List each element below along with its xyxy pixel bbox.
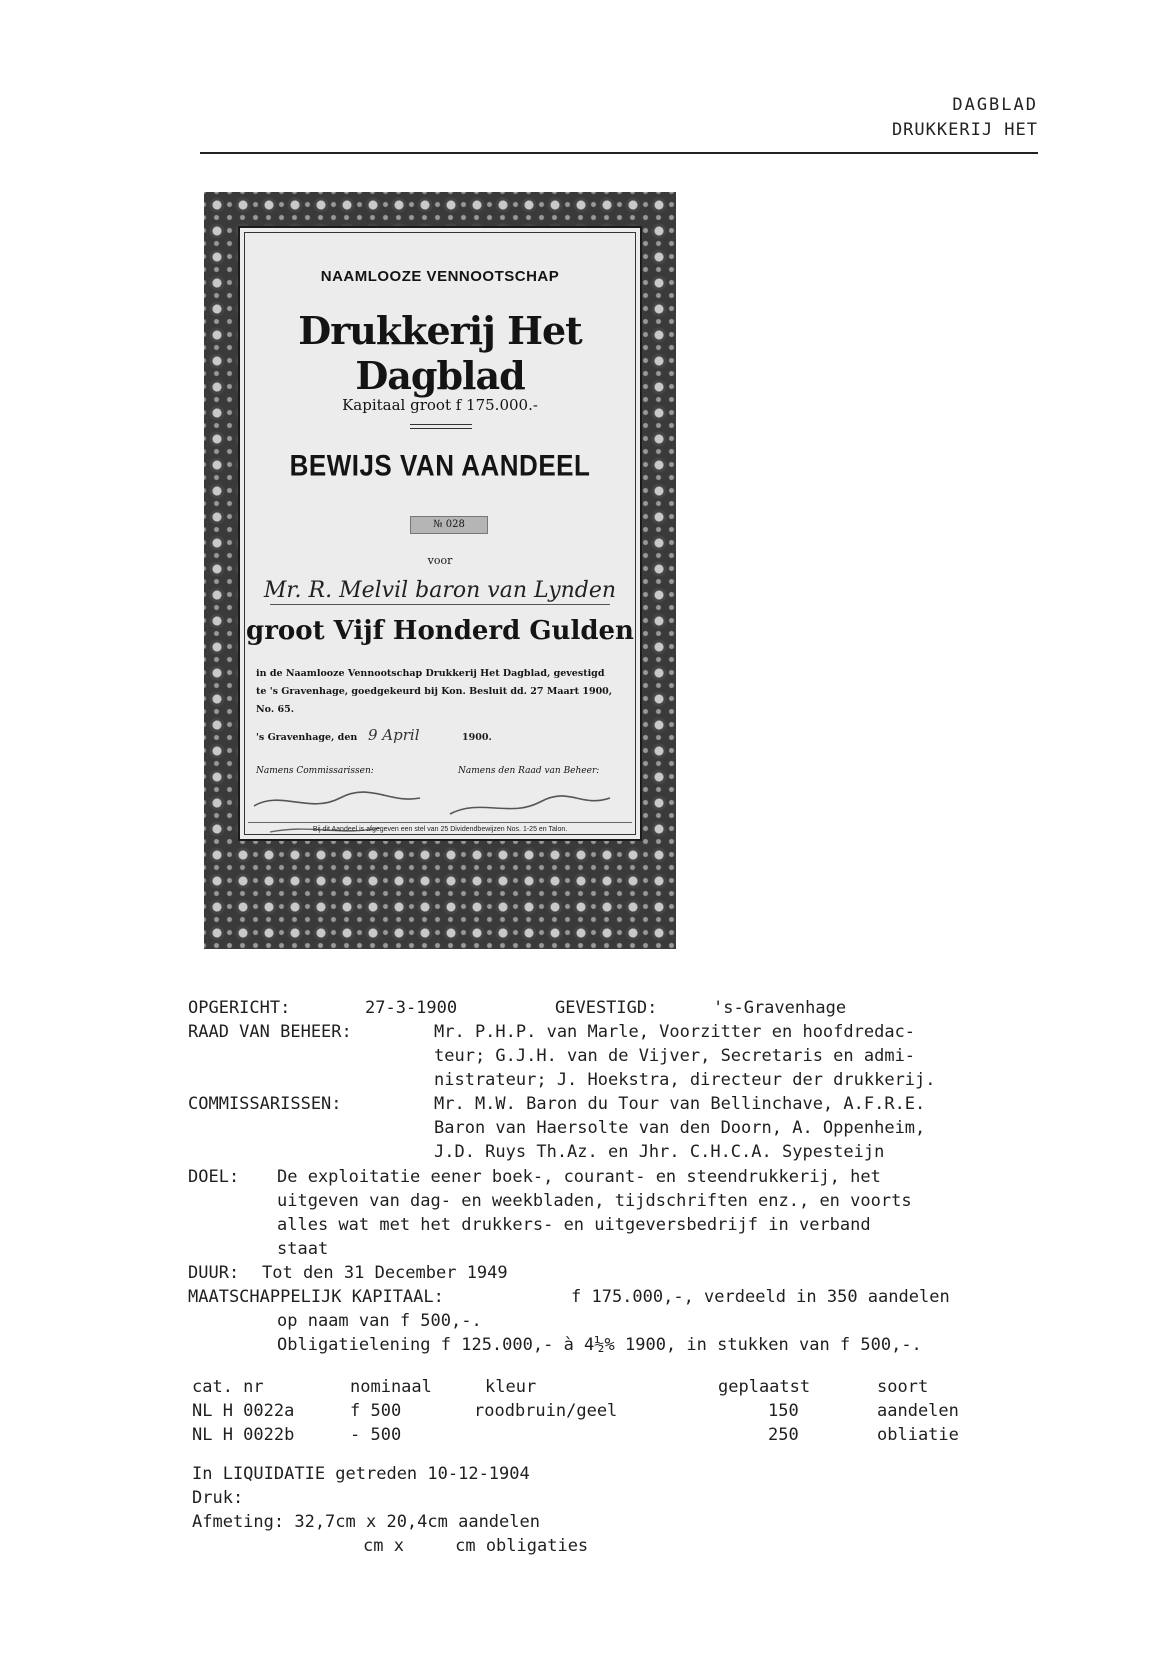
- afmeting-line-1: Afmeting: 32,7cm x 20,4cm aandelen: [192, 1512, 540, 1532]
- certificate-voor: voor: [427, 554, 453, 567]
- raad-line-1: Mr. P.H.P. van Marle, Voorzitter en hoofdredac-: [434, 1022, 916, 1042]
- table-row-2-soort: obliatie: [877, 1425, 959, 1445]
- table-header-geplaatst: geplaatst: [718, 1377, 811, 1397]
- certificate-number: № 028: [410, 516, 488, 534]
- doel-label: DOEL:: [188, 1167, 240, 1187]
- certificate-title: BEWIJS VAN AANDEEL: [289, 447, 591, 483]
- header-line-1: DAGBLAD: [952, 95, 1038, 115]
- table-row-1-nominaal: f 500: [350, 1401, 402, 1421]
- certificate-capital: Kapitaal groot f 175.000.-: [342, 396, 538, 414]
- kapitaal-value: f 175.000,-, verdeeld in 350 aandelen: [571, 1287, 950, 1307]
- kapitaal-line-1: op naam van f 500,-.: [277, 1311, 482, 1331]
- druk-line: Druk:: [192, 1488, 244, 1508]
- duur-label: DUUR:: [188, 1263, 240, 1283]
- table-header-kleur: kleur: [485, 1377, 537, 1397]
- certificate-date: 9 April: [368, 726, 420, 744]
- table-row-2-nominaal: - 500: [350, 1425, 402, 1445]
- table-row-1-catnr: NL H 0022a: [192, 1401, 295, 1421]
- table-row-2-geplaatst: 250: [768, 1425, 799, 1445]
- table-row-1-kleur: roodbruin/geel: [474, 1401, 618, 1421]
- holder-line: [270, 604, 610, 605]
- table-header-nominaal: nominaal: [350, 1377, 432, 1397]
- ornament-divider: [410, 424, 472, 429]
- table-header-soort: soort: [877, 1377, 929, 1397]
- afmeting-line-2: cm x cm obligaties: [363, 1536, 589, 1556]
- table-row-1-geplaatst: 150: [768, 1401, 799, 1421]
- gevestigd-value: 's-Gravenhage: [713, 998, 847, 1018]
- certificate-company-name: Drukkerij Het Dagblad: [298, 308, 582, 398]
- header-rule: [200, 152, 1038, 154]
- raad-line-3: nistrateur; J. Hoekstra, directeur der drukkerij.: [434, 1070, 936, 1090]
- opgericht-label: OPGERICHT:: [188, 998, 291, 1018]
- certificate-place: 's Gravenhage, den: [256, 732, 358, 743]
- gevestigd-label: GEVESTIGD:: [555, 998, 658, 1018]
- commissarissen-label: COMMISSARISSEN:: [188, 1094, 342, 1114]
- share-certificate-image: [204, 192, 676, 949]
- certificate-body-line-3: No. 65.: [256, 704, 294, 715]
- namens-raad: Namens den Raad van Beheer:: [458, 766, 600, 776]
- certificate-amount: groot Vijf Honderd Gulden: [246, 616, 634, 646]
- duur-value: Tot den 31 December 1949: [262, 1263, 508, 1283]
- comm-line-3: J.D. Ruys Th.Az. en Jhr. C.H.C.A. Sypesteijn: [434, 1142, 885, 1162]
- certificate-panel: [238, 226, 642, 841]
- doel-line-4: staat: [277, 1239, 329, 1259]
- table-row-2-catnr: NL H 0022b: [192, 1425, 295, 1445]
- header-line-2: DRUKKERIJ HET: [891, 120, 1038, 140]
- certificate-body-line-2: te 's Gravenhage, goedgekeurd bij Kon. Besluit dd. 27 Maart 1900,: [256, 686, 613, 697]
- raad-label: RAAD VAN BEHEER:: [188, 1022, 352, 1042]
- certificate-year: 1900.: [462, 732, 492, 743]
- doel-line-2: uitgeven van dag- en weekbladen, tijdschriften enz., en voorts: [277, 1191, 912, 1211]
- signatures: [250, 784, 630, 844]
- doel-line-1: De exploitatie eener boek-, courant- en steendrukkerij, het: [277, 1167, 881, 1187]
- table-header-catnr: cat. nr: [192, 1377, 264, 1397]
- namens-commissarissen: Namens Commissarissen:: [256, 766, 374, 776]
- certificate-footer: Bij dit Aandeel is afgegeven een stel van 25 Dividendbewijzen Nos. 1-25 en Talon.: [248, 822, 632, 833]
- comm-line-1: Mr. M.W. Baron du Tour van Bellinchave, A.F.R.E.: [434, 1094, 926, 1114]
- liquidatie-line: In LIQUIDATIE getreden 10-12-1904: [192, 1464, 530, 1484]
- certificate-company-type: NAAMLOOZE VENNOOTSCHAP: [320, 268, 560, 285]
- opgericht-value: 27-3-1900: [365, 998, 458, 1018]
- raad-line-2: teur; G.J.H. van de Vijver, Secretaris en admi-: [434, 1046, 916, 1066]
- kapitaal-label: MAATSCHAPPELIJK KAPITAAL:: [188, 1287, 444, 1307]
- certificate-holder: Mr. R. Melvil baron van Lynden: [263, 578, 617, 603]
- certificate-body-line-1: in de Naamlooze Vennootschap Drukkerij Het Dagblad, gevestigd: [256, 668, 605, 679]
- table-row-1-soort: aandelen: [877, 1401, 959, 1421]
- kapitaal-line-2: Obligatielening f 125.000,- à 4½% 1900, in stukken van f 500,-.: [277, 1335, 922, 1355]
- comm-line-2: Baron van Haersolte van den Doorn, A. Oppenheim,: [434, 1118, 926, 1138]
- doel-line-3: alles wat met het drukkers- en uitgeversbedrijf in verband: [277, 1215, 871, 1235]
